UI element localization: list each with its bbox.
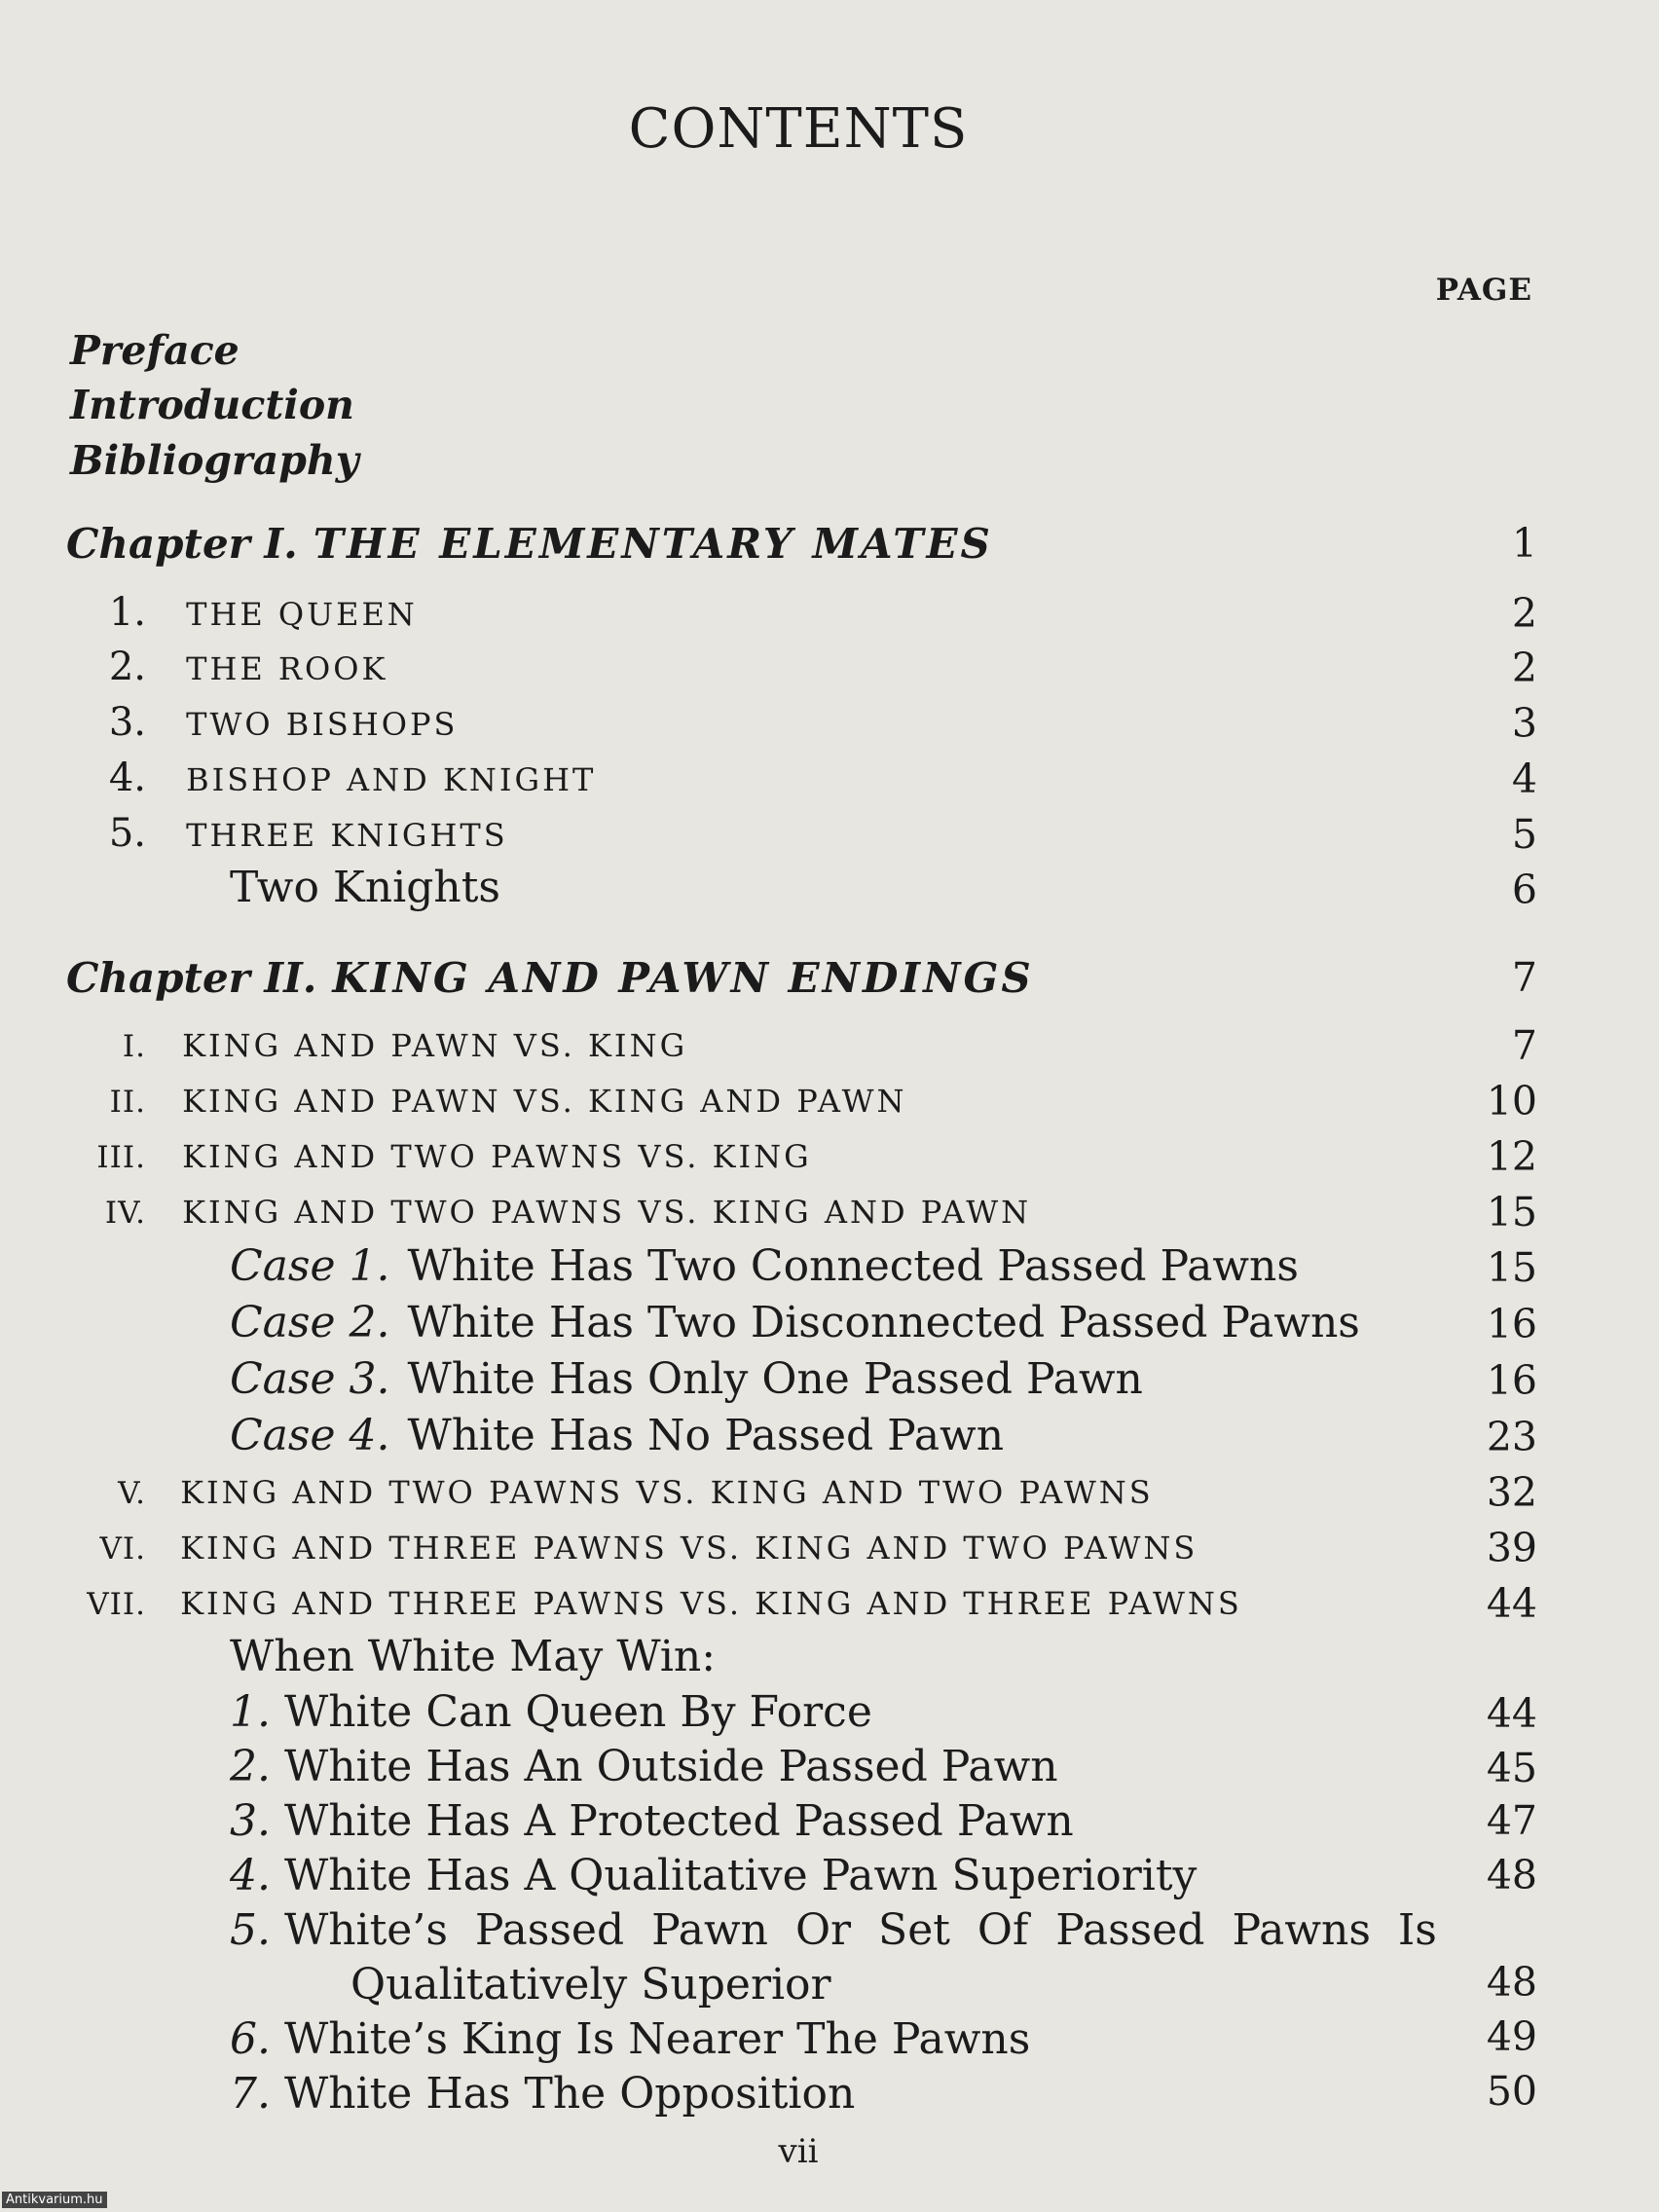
page-column-header: PAGE <box>1435 273 1532 308</box>
case-entry <box>230 1241 1299 1291</box>
win-number: 5. <box>230 1905 271 1955</box>
case-label: Case 2. <box>230 1298 390 1347</box>
chapter-2-page: 7 <box>1511 954 1537 1001</box>
win-entry <box>230 2014 1030 2064</box>
entry-number: 2. <box>108 645 146 689</box>
win-number: 2. <box>230 1742 271 1791</box>
toc-entry <box>68 645 387 689</box>
section-page: 15 <box>1486 1189 1537 1235</box>
chapter-1-title: THE ELEMENTARY MATES <box>313 520 993 568</box>
entry-page: 2 <box>1511 590 1537 637</box>
case-label: Case 1. <box>230 1241 390 1291</box>
win-title: White Has An Outside Passed Pawn <box>283 1742 1058 1791</box>
case-label: Case 4. <box>230 1411 390 1460</box>
section-page: 44 <box>1486 1580 1537 1627</box>
toc-section <box>0 1530 1198 1567</box>
entry-title: TWO BISHOPS <box>186 706 459 743</box>
section-numeral: VI. <box>99 1531 146 1567</box>
subentry-two-knights: Two Knights <box>230 863 500 912</box>
case-entry <box>230 1354 1143 1404</box>
win-entry <box>230 1851 1197 1900</box>
section-numeral: III. <box>96 1140 146 1175</box>
win-entry <box>230 1796 1074 1846</box>
case-entry <box>230 1298 1360 1347</box>
section-page: 12 <box>1486 1133 1537 1180</box>
win-page: 49 <box>1486 2013 1537 2060</box>
win-title: White Has A Protected Passed Pawn <box>283 1796 1074 1846</box>
win-page: 50 <box>1486 2068 1537 2115</box>
section-title: KING AND TWO PAWNS VS. KING AND PAWN <box>182 1194 1032 1231</box>
front-bibliography: Bibliography <box>70 437 359 484</box>
case-page: 16 <box>1486 1301 1537 1347</box>
section-page: 7 <box>1511 1022 1537 1069</box>
section-title: KING AND TWO PAWNS VS. KING <box>182 1138 812 1175</box>
case-entry <box>230 1411 1004 1460</box>
section-numeral: I. <box>122 1029 146 1064</box>
entry-page: 3 <box>1511 700 1537 747</box>
entry-number: 4. <box>108 756 146 800</box>
front-preface: Preface <box>70 327 240 374</box>
chapter-1-page: 1 <box>1511 520 1537 567</box>
toc-entry <box>68 700 458 745</box>
watermark: Antikvarium.hu <box>2 2192 107 2208</box>
page-title: CONTENTS <box>628 97 969 161</box>
section-title: KING AND THREE PAWNS VS. KING AND THREE PAWNS <box>180 1585 1242 1622</box>
entry-title: BISHOP AND KNIGHT <box>186 761 597 798</box>
section-page: 39 <box>1486 1525 1537 1571</box>
win-page: 44 <box>1486 1690 1537 1737</box>
entry-page: 5 <box>1511 811 1537 858</box>
front-introduction: Introduction <box>70 382 354 428</box>
toc-section <box>0 1194 1031 1231</box>
toc-section <box>0 1083 907 1120</box>
win-title: White Has A Qualitative Pawn Superiority <box>283 1851 1198 1900</box>
section-title: KING AND TWO PAWNS VS. KING AND TWO PAWNS <box>180 1474 1154 1511</box>
entry-title: THE ROOK <box>186 650 388 687</box>
case-title: White Has Only One Passed Pawn <box>407 1354 1143 1404</box>
toc-section <box>0 1027 687 1064</box>
win-entry <box>230 1742 1058 1791</box>
entry-page: 4 <box>1511 756 1537 802</box>
subheading-when-white-may-win: When White May Win: <box>230 1632 717 1681</box>
chapter-2-heading <box>66 954 1034 1002</box>
win-entry <box>230 1687 872 1737</box>
toc-entry <box>68 756 596 800</box>
case-title: White Has No Passed Pawn <box>407 1411 1005 1460</box>
win-title: White’s Passed Pawn Or Set Of Passed Pawns Is <box>283 1905 1437 1955</box>
win-title-continued: Qualitatively Superior <box>350 1960 831 2009</box>
toc-entry <box>68 811 508 856</box>
toc-entry <box>68 590 418 635</box>
section-title: KING AND THREE PAWNS VS. KING AND TWO PAWNS <box>180 1530 1198 1567</box>
win-title: White’s King Is Nearer The Pawns <box>283 2014 1031 2064</box>
win-page: 48 <box>1486 1852 1537 1899</box>
entry-page: 6 <box>1511 866 1537 913</box>
case-title: White Has Two Disconnected Passed Pawns <box>407 1298 1360 1347</box>
entry-number: 1. <box>108 590 146 635</box>
win-number: 4. <box>230 1851 271 1900</box>
section-page: 32 <box>1486 1469 1537 1516</box>
entry-title: THE QUEEN <box>186 596 418 633</box>
chapter-2-title: KING AND PAWN ENDINGS <box>332 954 1034 1002</box>
toc-section <box>0 1585 1242 1622</box>
win-page: 47 <box>1486 1797 1537 1844</box>
win-page: 48 <box>1486 1959 1537 2006</box>
section-numeral: II. <box>109 1085 146 1120</box>
win-title: White Can Queen By Force <box>283 1687 872 1737</box>
entry-number: 3. <box>108 700 146 745</box>
entry-title: THREE KNIGHTS <box>186 817 508 854</box>
case-page: 23 <box>1486 1414 1537 1460</box>
section-numeral: V. <box>118 1476 146 1511</box>
section-title: KING AND PAWN VS. KING AND PAWN <box>182 1083 907 1120</box>
case-title: White Has Two Connected Passed Pawns <box>407 1241 1299 1291</box>
chapter-2-label: Chapter II. <box>66 954 317 1002</box>
toc-section <box>0 1474 1154 1511</box>
section-numeral: VII. <box>87 1587 146 1622</box>
entry-page: 2 <box>1511 645 1537 691</box>
win-number: 6. <box>230 2014 271 2064</box>
chapter-1-label: Chapter I. <box>66 520 298 568</box>
win-entry <box>230 2069 855 2119</box>
chapter-1-heading <box>66 520 993 568</box>
win-number: 7. <box>230 2069 271 2119</box>
case-page: 16 <box>1486 1357 1537 1404</box>
win-number: 3. <box>230 1796 271 1846</box>
section-title: KING AND PAWN VS. KING <box>182 1027 688 1064</box>
case-page: 15 <box>1486 1244 1537 1291</box>
win-page: 45 <box>1486 1745 1537 1791</box>
case-label: Case 3. <box>230 1354 390 1404</box>
win-entry <box>230 1905 1437 1955</box>
section-page: 10 <box>1486 1078 1537 1124</box>
section-numeral: IV. <box>104 1196 146 1231</box>
toc-section <box>0 1138 812 1175</box>
folio-page-number: vii <box>778 2132 819 2171</box>
win-title: White Has The Opposition <box>283 2069 856 2119</box>
win-number: 1. <box>230 1687 271 1737</box>
entry-number: 5. <box>108 811 146 856</box>
